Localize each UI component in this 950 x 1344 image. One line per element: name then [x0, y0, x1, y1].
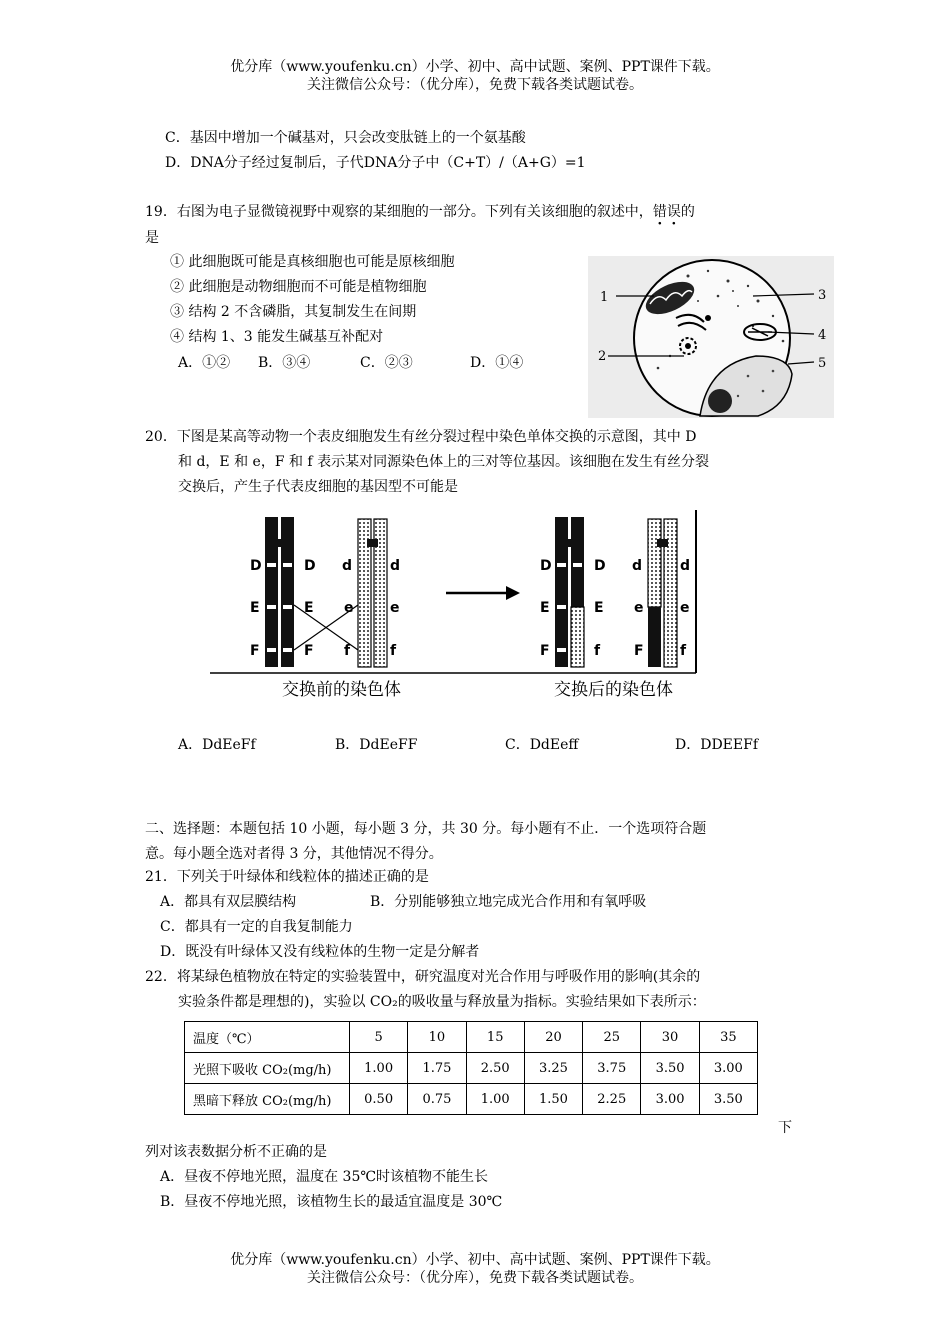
q19-statement-3: ③ 结构 2 不含磷脂，其复制发生在间期 — [170, 304, 417, 320]
q19-option-c: C．②③ — [360, 355, 413, 371]
table-cell: 25 — [583, 1022, 641, 1053]
table-cell: 黑暗下释放 CO₂(mg/h) — [185, 1084, 350, 1115]
q22-stem-line2: 实验条件都是理想的)，实验以 CO₂的吸收量与释放量为指标。实验结果如下表所示： — [178, 994, 706, 1010]
table-cell: 30 — [641, 1022, 699, 1053]
q19-stem-text: 19．右图为电子显微镜视野中观察的某细胞的一部分。下列有关该细胞的叙述中， — [145, 204, 653, 220]
gene-e-right: e — [390, 600, 400, 616]
table-cell: 35 — [699, 1022, 757, 1053]
q22-option-b: B．昼夜不停地光照，该植物生长的最适宜温度是 30℃ — [160, 1194, 503, 1210]
q21-stem: 21．下列关于叶绿体和线粒体的描述正确的是 — [145, 869, 429, 885]
gene-d-right: d — [390, 558, 401, 574]
table-cell: 3.25 — [524, 1053, 582, 1084]
gene-f-after-dotted-right: f — [680, 643, 687, 659]
gene-F-right: F — [304, 643, 314, 659]
gene-d-after-left: d — [632, 558, 643, 574]
q22-option-a: A．昼夜不停地光照，温度在 35℃时该植物不能生长 — [160, 1169, 489, 1185]
table-cell: 20 — [524, 1022, 582, 1053]
q20-option-d: D．DDEEFf — [675, 737, 759, 753]
table-row-header — [185, 1022, 758, 1053]
chromosome-exchange-figure — [210, 505, 712, 705]
gene-e-after-left: e — [634, 600, 644, 616]
section2-line1: 二、选择题：本题包括 10 小题，每小题 3 分，共 30 分。每小题有不止．一个选项符合题 — [145, 821, 707, 837]
gene-e-left: e — [344, 600, 354, 616]
gene-D-left: D — [250, 558, 262, 574]
table-cell: 3.50 — [699, 1084, 757, 1115]
cell-label-4: 4 — [818, 328, 827, 343]
chromosome-after-dotted — [648, 519, 677, 667]
header-line-2: 关注微信公众号：（优分库），免费下载各类试题试卷。 — [307, 77, 643, 93]
gene-e-after-right: e — [680, 600, 690, 616]
q22-stem-line1: 22．将某绿色植物放在特定的实验装置中，研究温度对光合作用与呼吸作用的影响(其余的 — [145, 969, 701, 985]
q19-emphasis-2: 误 — [666, 204, 681, 220]
q19-option-d: D．①④ — [470, 355, 524, 371]
table-cell: 15 — [466, 1022, 524, 1053]
q19-option-a: A．①② — [178, 355, 231, 371]
gene-d-after-right: d — [680, 558, 691, 574]
table-cell: 3.75 — [583, 1053, 641, 1084]
q19-statement-4: ④ 结构 1、3 能发生碱基互补配对 — [170, 329, 384, 345]
gene-D-after-right: D — [594, 558, 606, 574]
chromosome-before-solid — [265, 517, 294, 667]
cell-label-3: 3 — [818, 288, 827, 303]
q20-stem-line2: 和 d，E 和 e，F 和 f 表示某对同源染色体上的三对等位基因。该细胞在发生有丝分裂 — [178, 454, 710, 470]
gene-F-left: F — [250, 643, 260, 659]
cell-micrograph-figure — [588, 256, 834, 418]
q20-option-a: A．DdEeFf — [178, 737, 256, 753]
q20-option-c: C．DdEeff — [505, 737, 579, 753]
q19-stem-end: 的 — [680, 204, 695, 220]
gene-E-after-left: E — [540, 600, 550, 616]
table-cell: 2.50 — [466, 1053, 524, 1084]
chromosome-after-solid — [555, 517, 584, 667]
gene-f-right: f — [390, 643, 397, 659]
q20-stem-line3: 交换后，产生子代表皮细胞的基因型不可能是 — [178, 479, 458, 495]
q19-statement-1: ① 此细胞既可能是真核细胞也可能是原核细胞 — [170, 254, 455, 270]
table-cell: 3.50 — [641, 1053, 699, 1084]
section2-line2: 意。每小题全选对者得 3 分，其他情况不得分。 — [145, 846, 443, 862]
q22-continuation-char: 下 — [778, 1120, 792, 1136]
gene-E-after-right: E — [594, 600, 604, 616]
table-cell: 3.00 — [699, 1053, 757, 1084]
q22-data-table — [184, 1021, 758, 1115]
q22-question: 列对该表数据分析不正确的是 — [145, 1144, 327, 1160]
gene-E-left: E — [250, 600, 260, 616]
gene-d-left: d — [342, 558, 353, 574]
q19-stem — [145, 201, 695, 221]
table-cell: 3.00 — [641, 1084, 699, 1115]
table-cell: 0.50 — [350, 1084, 408, 1115]
q18-option-d: D．DNA分子经过复制后，子代DNA分子中（C+T）/（A+G）=1 — [165, 155, 586, 171]
table-cell: 2.25 — [583, 1084, 641, 1115]
q21-option-c: C．都具有一定的自我复制能力 — [160, 919, 353, 935]
table-cell: 1.75 — [408, 1053, 466, 1084]
table-cell: 1.00 — [466, 1084, 524, 1115]
q20-option-b: B．DdEeFF — [335, 737, 418, 753]
cell-label-5: 5 — [818, 356, 827, 371]
q19-stem-line2: 是 — [145, 230, 159, 246]
q19-emphasis-1: 错 — [652, 204, 667, 220]
gene-F-after-dotted-left: F — [634, 643, 644, 659]
q18-option-c: C．基因中增加一个碱基对，只会改变肽链上的一个氨基酸 — [165, 130, 526, 146]
q19-statement-2: ② 此细胞是动物细胞而不可能是植物细胞 — [170, 279, 427, 295]
caption-after: 交换后的染色体 — [554, 680, 673, 700]
table-row-light — [185, 1053, 758, 1084]
table-cell: 光照下吸收 CO₂(mg/h) — [185, 1053, 350, 1084]
gene-F-after-left: F — [540, 643, 550, 659]
table-cell: 10 — [408, 1022, 466, 1053]
cell-label-2: 2 — [598, 349, 607, 364]
gene-D-right: D — [304, 558, 316, 574]
table-cell: 0.75 — [408, 1084, 466, 1115]
q20-stem-line1: 20．下图是某高等动物一个表皮细胞发生有丝分裂过程中染色单体交换的示意图，其中 D — [145, 429, 697, 445]
arrow-icon — [446, 586, 520, 600]
gene-D-after-left: D — [540, 558, 552, 574]
q21-option-a: A．都具有双层膜结构 — [160, 894, 297, 910]
q21-option-d: D．既没有叶绿体又没有线粒体的生物一定是分解者 — [160, 944, 480, 960]
header-line-1: 优分库（www.youfenku.cn）小学、初中、高中试题、案例、PPT课件下载。 — [230, 59, 720, 75]
gene-f-left: f — [344, 643, 351, 659]
q19-option-b: B．③④ — [258, 355, 311, 371]
table-cell: 1.50 — [524, 1084, 582, 1115]
footer-line-1: 优分库（www.youfenku.cn）小学、初中、高中试题、案例、PPT课件下载。 — [230, 1252, 720, 1268]
q21-option-b: B．分别能够独立地完成光合作用和有氧呼吸 — [370, 894, 647, 910]
cell-label-1: 1 — [600, 290, 609, 305]
table-row-dark — [185, 1084, 758, 1115]
chromosome-before-dotted — [358, 519, 387, 667]
footer-line-2: 关注微信公众号：（优分库），免费下载各类试题试卷。 — [307, 1270, 643, 1286]
caption-before: 交换前的染色体 — [282, 680, 401, 700]
table-cell: 1.00 — [350, 1053, 408, 1084]
gene-E-right: E — [304, 600, 314, 616]
table-cell: 温度（℃） — [185, 1022, 350, 1053]
gene-f-after-right: f — [594, 643, 601, 659]
table-cell: 5 — [350, 1022, 408, 1053]
